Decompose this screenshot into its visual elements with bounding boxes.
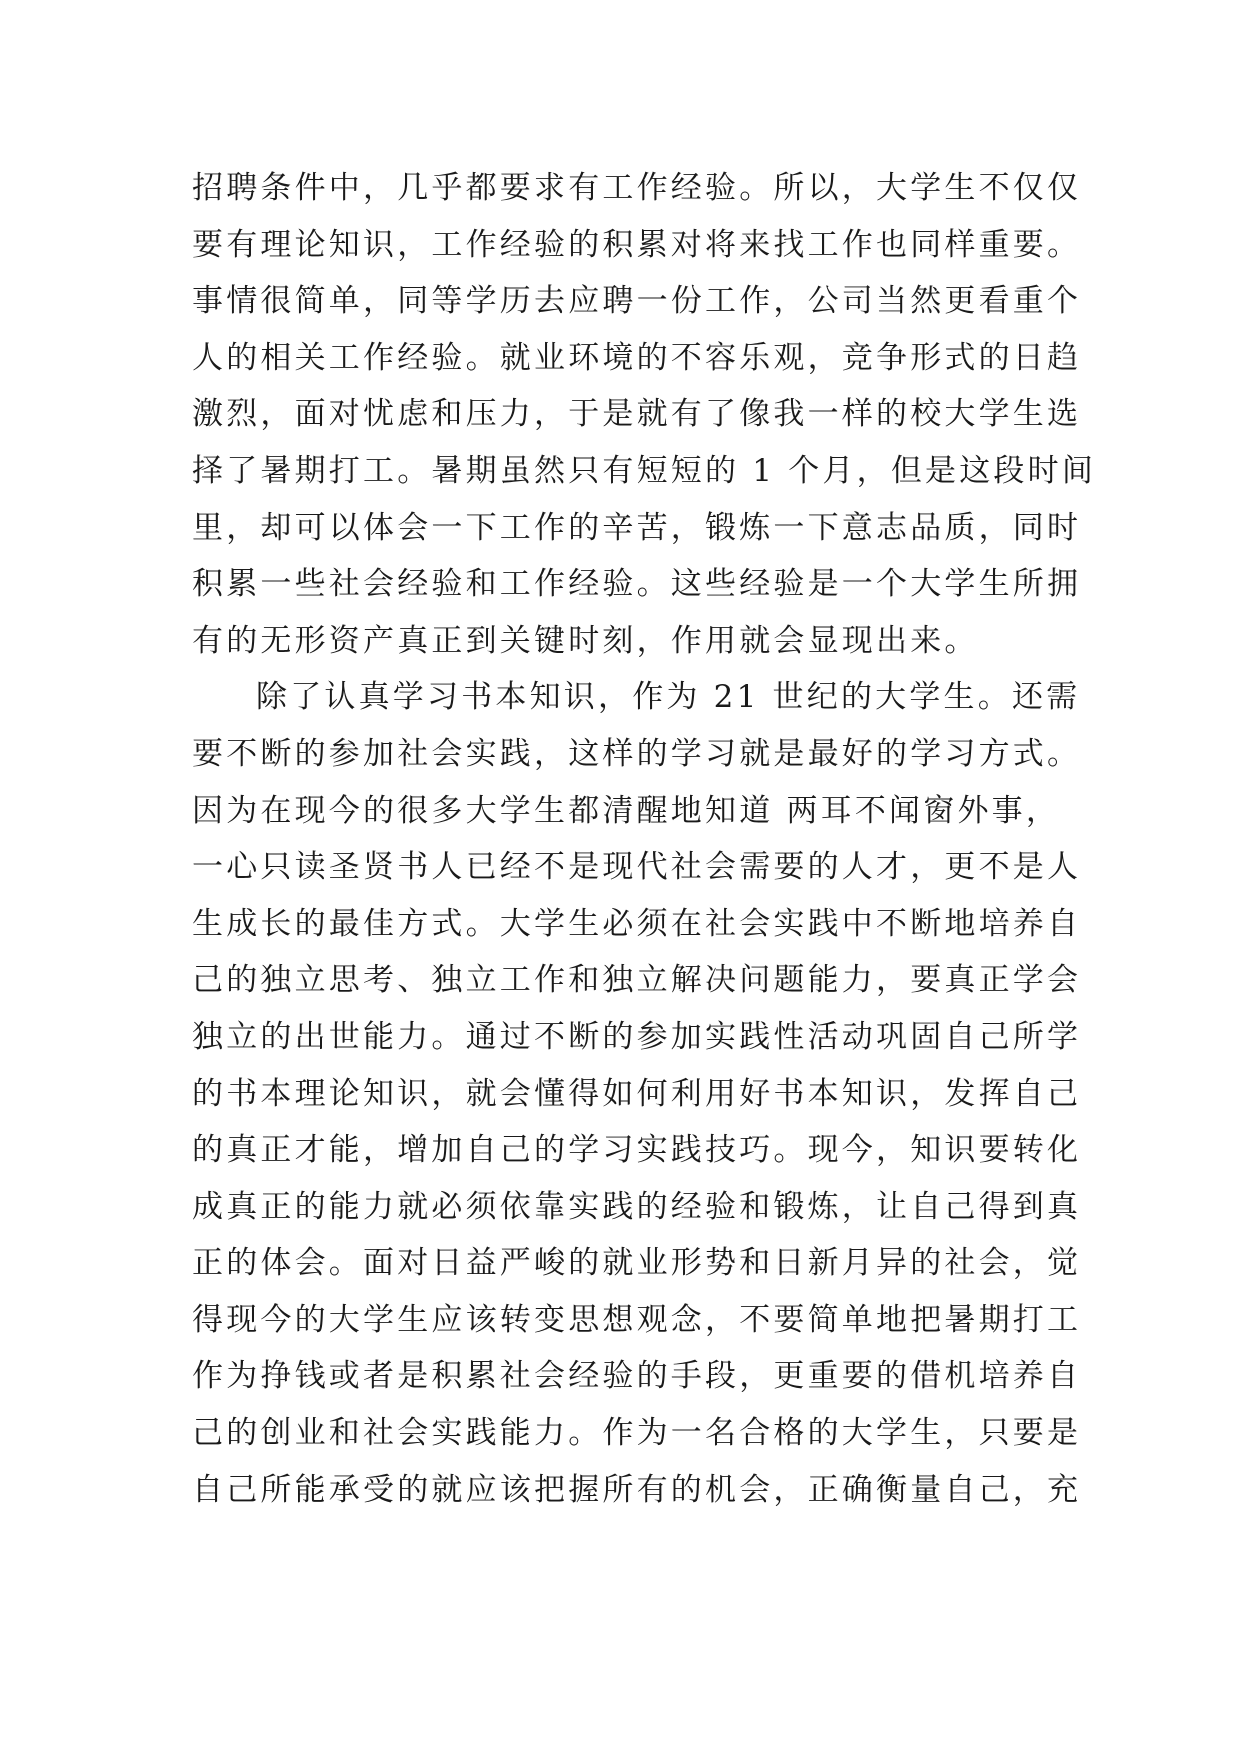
text-line: 里，却可以体会一下工作的辛苦，锻炼一下意志品质，同时 xyxy=(192,509,1082,546)
text-line: 一心只读圣贤书人已经不是现代社会需要的人才，更不是人 xyxy=(192,849,1082,886)
text-line: 人的相关工作经验。就业环境的不容乐观，竞争形式的日趋 xyxy=(192,339,1082,376)
text-line: 要有理论知识，工作经验的积累对将来找工作也同样重要。 xyxy=(192,226,1082,263)
text-line: 择了暑期打工。暑期虽然只有短短的 1 个月，但是这段时间 xyxy=(192,452,1097,489)
text-line: 正的体会。面对日益严峻的就业形势和日新月异的社会，觉 xyxy=(192,1245,1082,1282)
text-line: 生成长的最佳方式。大学生必须在社会实践中不断地培养自 xyxy=(192,905,1082,942)
text-line: 成真正的能力就必须依靠实践的经验和锻炼，让自己得到真 xyxy=(192,1188,1082,1225)
text-line: 的真正才能，增加自己的学习实践技巧。现今，知识要转化 xyxy=(192,1132,1082,1169)
text-line: 事情很简单，同等学历去应聘一份工作，公司当然更看重个 xyxy=(192,283,1082,320)
text-line: 招聘条件中，几乎都要求有工作经验。所以，大学生不仅仅 xyxy=(192,170,1082,206)
text-line: 激烈，面对忧虑和压力，于是就有了像我一样的校大学生选 xyxy=(192,396,1082,433)
text-line: 独立的出世能力。通过不断的参加实践性活动巩固自己所学 xyxy=(192,1018,1082,1055)
body-text xyxy=(192,160,1097,1518)
text-line: 积累一些社会经验和工作经验。这些经验是一个大学生所拥 xyxy=(192,566,1082,603)
text-line: 己的创业和社会实践能力。作为一名合格的大学生，只要是 xyxy=(192,1415,1082,1452)
text-line: 得现今的大学生应该转变思想观念，不要简单地把暑期打工 xyxy=(192,1301,1082,1338)
text-line: 有的无形资产真正到关键时刻，作用就会显现出来。 xyxy=(192,622,979,659)
text-line: 作为挣钱或者是积累社会经验的手段，更重要的借机培养自 xyxy=(192,1358,1082,1395)
text-line: 要不断的参加社会实践，这样的学习就是最好的学习方式。 xyxy=(192,735,1082,772)
paragraph-start-line: 除了认真学习书本知识，作为 21 世纪的大学生。还需 xyxy=(256,679,1081,716)
text-line: 自己所能承受的就应该把握所有的机会，正确衡量自己，充 xyxy=(192,1471,1082,1508)
text-line: 己的独立思考、独立工作和独立解决问题能力，要真正学会 xyxy=(192,962,1082,999)
text-line: 因为在现今的很多大学生都清醒地知道 两耳不闻窗外事， xyxy=(192,792,1061,829)
text-line: 的书本理论知识，就会懂得如何利用好书本知识，发挥自己 xyxy=(192,1075,1082,1112)
